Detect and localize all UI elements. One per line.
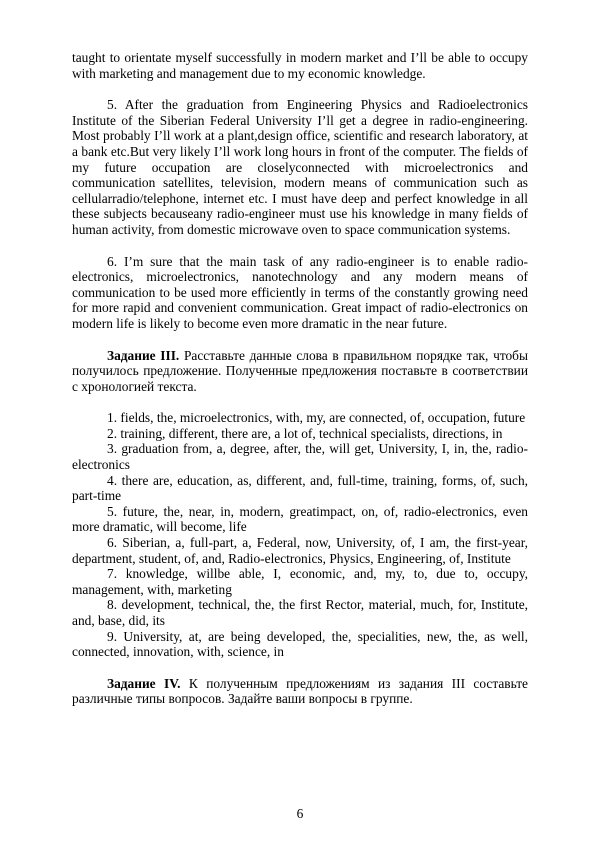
list-item: 5. future, the, near, in, modern, greatimpact, on, of, radio-electronics, even more dramatic, will become, life [72, 503, 528, 535]
paragraph-5: 5. After the graduation from Engineering Physics and Radioelectronics Institute of the Siberian Federal University I’ll get a degree in radio-engineering. Most probably I’ll work at a plant,design office, scientific and research laboratory, at a bank etc.But very likely I’ll work long hours in front of the computer. The fields of my future occupation are closelyconnected with microelectronics and communication satellites, television, modern means of communication such as cellularradio/telephone, internet etc. I must have deep and perfect knowledge in all these subjects becauseany radio-engineer must use his knowledge in many fields of human activity, from domestic microwave oven to space communication systems. [72, 97, 528, 237]
task-4-heading: Задание IV. [107, 675, 181, 691]
list-item: 7. knowledge, willbe able, I, economic, and, my, to, due to, occupy, management, with, marketing [72, 566, 528, 597]
task-4-text: К полученным предложениям из задания III составьте различные типы вопросов. Задайте ваши вопросы в группе. [72, 675, 528, 707]
task-4-instruction [72, 676, 528, 707]
list-item: 9. University, at, are being developed, the, specialities, new, the, as well, connected, innovation, with, science, in [72, 628, 528, 660]
list-item: 8. development, technical, the, the first Rector, material, much, for, Institute, and, base, did, its [72, 597, 528, 628]
list-item: 3. graduation from, a, degree, after, the, will get, University, I, in, the, radio-electronics [72, 441, 528, 473]
paragraph-continuation: taught to orientate myself successfully in modern market and I’ll be able to occupy with marketing and management due to my economic knowledge. [72, 50, 528, 81]
list-item: 2. training, different, there are, a lot of, technical specialists, directions, in [107, 425, 503, 441]
task-3-text: Расставьте данные слова в правильном порядке так, чтобы получилось предложение. Полученные предложения поставьте в соответствии с хронологией текста. [72, 347, 528, 394]
list-item: 1. fields, the, microelectronics, with, my, are connected, of, occupation, future [107, 410, 526, 426]
document-page [72, 50, 528, 707]
task-3-instruction [72, 348, 528, 395]
page-number: 6 [296, 806, 304, 821]
paragraph-6: 6. I’m sure that the main task of any radio-engineer is to enable radio-electronics, microelectronics, nanotechnology and any modern means of communication to be used more efficiently in terms of the constantly growing need for more rapid and convenient communication. Great impact of radio-electronics on modern life is likely to become even more dramatic in the near future. [72, 253, 528, 331]
list-item: 6. Siberian, a, full-part, a, Federal, now, University, of, I am, the first-year, department, student, of, and, Radio-electronics, Physics, Engineering, of, Institute [72, 535, 528, 566]
task-3-heading: Задание III. [107, 347, 180, 363]
list-item: 4. there are, education, as, different, and, full-time, training, forms, of, such, part-time [72, 472, 528, 504]
